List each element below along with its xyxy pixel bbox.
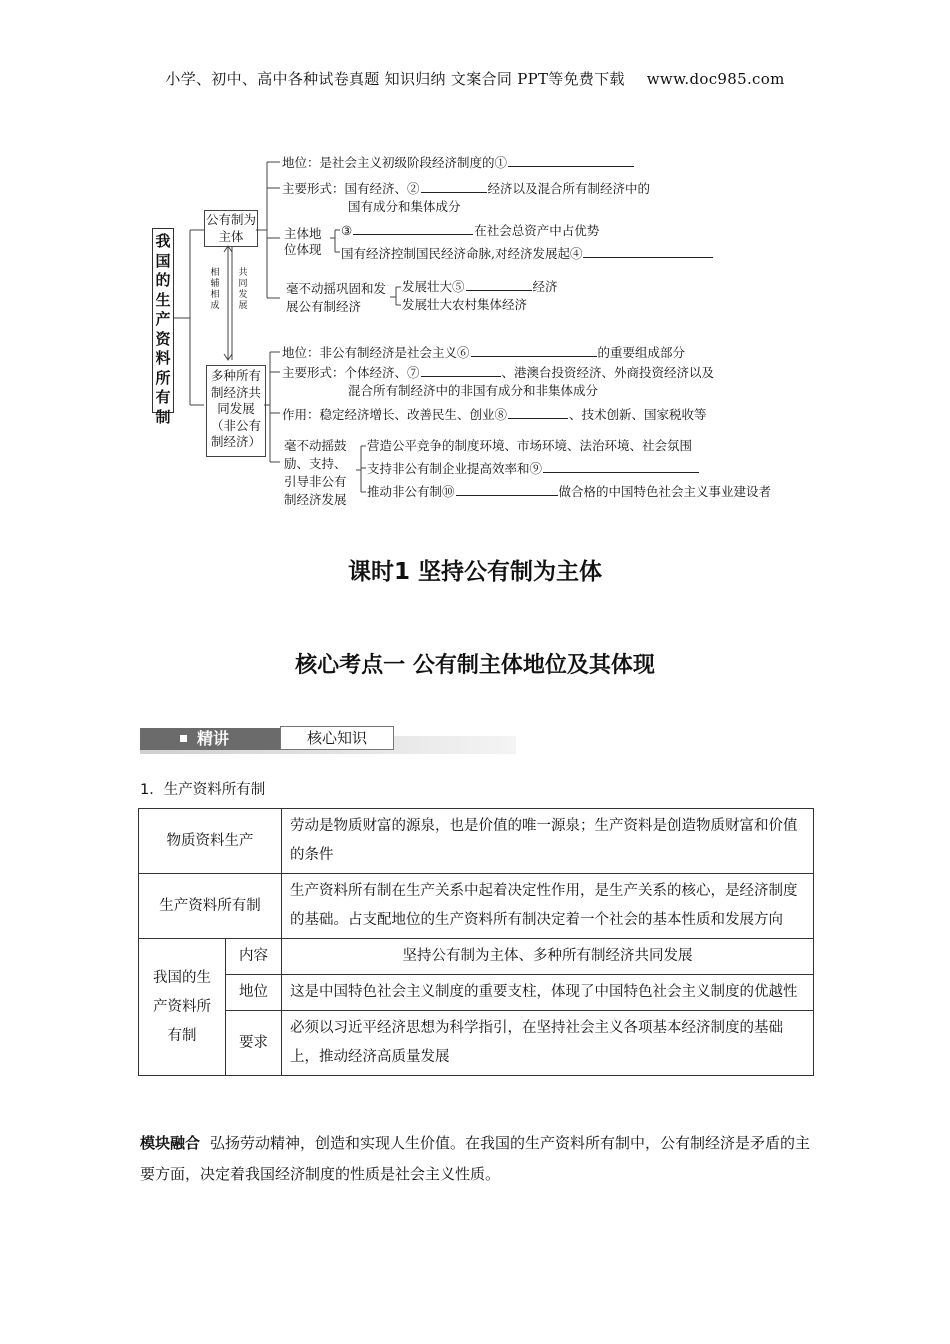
branch1-box: 公有制为主体 [204, 210, 258, 247]
b1-position: 地位：是社会主义初级阶段经济制度的① [282, 154, 635, 171]
table-cell: 内容 [226, 939, 282, 975]
b2-encourage3: 推动非公有制⑩ 做合格的中国特色社会主义事业建设者 [367, 484, 772, 499]
b1-form: 主要形式：国有经济、② 经济以及混合所有制经济中的 [282, 181, 651, 196]
table-cell: 物质资料生产 [139, 809, 282, 874]
table-cell: 生产资料所有制在生产关系中起着决定性作用，是生产关系的核心，是经济制度的基础。占支配地位的生产资料所有制决定着一个社会的基本性质和发展方向 [282, 874, 814, 939]
table-cell: 地位 [226, 975, 282, 1011]
table-cell: 要求 [226, 1011, 282, 1076]
table-cell: 必须以习近平经济思想为科学指引，在坚持社会主义各项基本经济制度的基础上，推动经济高质量发展 [282, 1011, 814, 1076]
table-cell: 劳动是物质财富的源泉，也是价值的唯一源泉；生产资料是创造物质财富和价值的条件 [282, 809, 814, 874]
core-title: 核心考点一 公有制主体地位及其体现 [295, 653, 655, 678]
b1-embody1: ③ 在社会总资产中占优势 [341, 223, 600, 238]
b2-encourage2: 支持非公有制企业提高效率和⑨ [367, 460, 700, 477]
table-row [139, 939, 814, 975]
b1-consolidate1: 发展壮大⑤ 经济 [402, 279, 558, 294]
table-cell: 坚持公有制为主体、多种所有制经济共同发展 [282, 939, 814, 975]
table-cell: 这是中国特色社会主义制度的重要支柱，体现了中国特色社会主义制度的优越性 [282, 975, 814, 1011]
map-root: 我国的生产资料所有制 [152, 228, 174, 413]
b2-encourage1: 营造公平竞争的制度环境、市场环境、法治环境、社会氛围 [367, 438, 693, 453]
section1-title: 1．生产资料所有制 [140, 782, 266, 798]
branch2-box: 多种所有制经济共同发展（非公有制经济） [206, 365, 266, 457]
section-banner [140, 726, 516, 756]
header-url[interactable]: www.doc985.com [646, 70, 785, 88]
lesson-title: 课时1 坚持公有制为主体 [347, 559, 602, 585]
b1-embody2: 国有经济控制国民经济命脉,对经济发展起④ [341, 245, 714, 262]
mind-map [140, 150, 820, 520]
b1-form-line2: 国有成分和集体成分 [348, 199, 461, 214]
b1-consolidate2: 发展壮大农村集体经济 [402, 297, 528, 312]
b1-embody-label: 主体地位体现 [284, 226, 322, 257]
header-text: 小学、初中、高中各种试卷真题 知识归纳 文案合同 PPT等免费下载 [165, 70, 625, 88]
banner-right: 核心知识 [280, 726, 532, 750]
fusion-text: 弘扬劳动精神，创造和实现人生价值。在我国的生产资料所有制中，公有制经济是矛盾的主要方面，决定着我国经济制度的性质是社会主义性质。 [140, 1134, 811, 1183]
b2-form-line2: 混合所有制经济中的非国有成分和非集体成分 [348, 383, 599, 398]
b2-role: 作用：稳定经济增长、改善民生、创业⑧ 、技术创新、国家税收等 [282, 407, 707, 422]
page-header [0, 68, 950, 89]
b2-position: 地位：非公有制经济是社会主义⑥ 的重要组成部分 [282, 345, 686, 360]
table-cell: 我国的生产资料所有制 [139, 939, 226, 1076]
table-row [139, 975, 814, 1011]
table-row [139, 874, 814, 939]
ownership-table [138, 808, 814, 1076]
module-fusion [140, 1128, 816, 1190]
table-row [139, 809, 814, 874]
fusion-label: 模块融合 [140, 1134, 201, 1152]
b1-consolidate-label: 毫不动摇巩固和发展公有制经济 [286, 281, 387, 314]
b2-form: 主要形式：个体经济、⑦ 、港澳台投资经济、外商投资经济以及 [282, 365, 715, 380]
b2-encourage-label: 毫不动摇鼓励、支持、引导非公有制经济发展 [284, 438, 347, 507]
link-right-label: 共同发展 [238, 268, 248, 311]
table-row [139, 1011, 814, 1076]
table-cell: 生产资料所有制 [139, 874, 282, 939]
link-left-label: 相辅相成 [210, 268, 220, 311]
banner-left: 精讲 [140, 728, 280, 750]
square-icon [180, 735, 187, 742]
